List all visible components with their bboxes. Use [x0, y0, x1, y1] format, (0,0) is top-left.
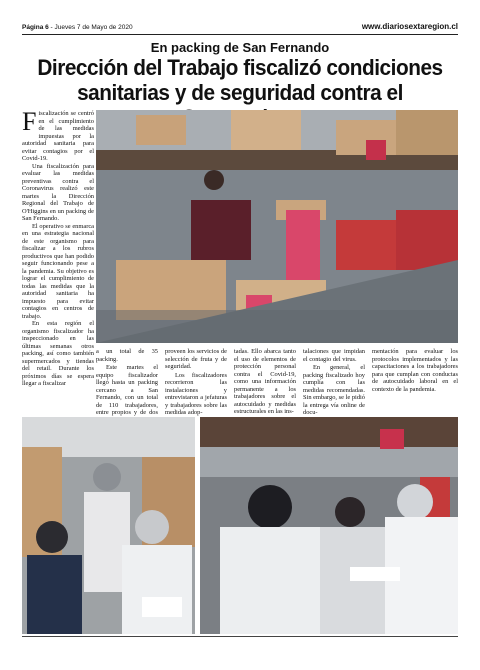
photo-inspectors-documents [200, 417, 458, 634]
page-header [22, 21, 458, 35]
article-column-2 [96, 348, 158, 425]
paragraph-12: mentación para evaluar los protocolos implementados y las capacitaciones a los trabajadores para que cumplan con conductas de autocuidado laboral en el contexto de la pandemia. [372, 348, 458, 393]
headline-line-1: Dirección del Trabajo fiscalizó condiciones [37, 55, 443, 80]
paragraph-1: iscalización se centró en el cumplimiento de las medidas impuestas por la autoridad sanitaria para evitar contagios por el Covid-19. [22, 110, 94, 162]
paragraph-11: En general, el packing fiscalizado hoy cumplía con las medidas recomendadas. Sin embargo, se le pidió la entrega vía online de docu- [303, 364, 365, 416]
paragraph-6: Este martes el equipo fiscalizador llegó hasta un packing cercano a San Fernando, con un total de 110 trabajadores, entre propios y de dos [96, 364, 158, 416]
paragraph-10: talaciones que impidan el contagio del virus. [303, 348, 365, 363]
article-column-3 [165, 348, 227, 418]
photo-inspectors-interview [22, 417, 195, 634]
page-footer-rule [22, 636, 458, 637]
paragraph-4: En esta región el organismo fiscalizador ha inspeccionado en las últimas semanas otros packing, así como también supermercados y tiendas del retail. Durante los próximos días se espera llegar a fiscalizar [22, 320, 94, 387]
paragraph-9: tadas. Ello abarca tanto el uso de elementos de protección personal contra el Covid-19, como una información permanente a los trabajadores sobre el autocuidado y medidas estructurales en las ins- [234, 348, 296, 415]
article-column-6 [372, 348, 458, 394]
paragraph-7: proveen los servicios de selección de fruta y de seguridad. [165, 348, 227, 370]
issue-date: - Jueves 7 de Mayo de 2020 [48, 24, 133, 31]
article-kicker: En packing de San Fernando [150, 40, 330, 55]
paragraph-2: Una fiscalización para evaluar las medidas preventivas contra el Coronavirus realizó este martes la Dirección Regional del Trabajo de O'Higgins en un packing de San Fernando. [22, 162, 94, 222]
article-column-1 [22, 107, 94, 388]
main-photo-packing-line [96, 110, 458, 343]
page-number: Página 6 [22, 24, 49, 31]
paragraph-5: a un total de 35 packing. [96, 348, 158, 363]
site-url[interactable]: www.diariosextaregion.cl [361, 22, 458, 31]
headline-line-2: sanitarias y de seguridad contra el [77, 80, 403, 105]
article-column-5 [303, 348, 365, 418]
page-date-line [22, 24, 133, 31]
paragraph-3: El operativo se enmarca en una estrategia nacional de este organismo para fiscalizar a los rubros productivos que han podido seguir funcionando pese a la pandemia. Su objetivo es lograr el cumplimiento de todas las medidas que la autoridad sanitaria ha impuesto para evitar contagios en centros de trabajo. [22, 222, 94, 320]
paragraph-8: Los fiscalizadores recorrieron las instalaciones y entrevistaron a jefaturas y trabajadores sobre las medidas adop- [165, 371, 227, 416]
drop-cap: F [22, 107, 37, 136]
article-column-4 [234, 348, 296, 417]
